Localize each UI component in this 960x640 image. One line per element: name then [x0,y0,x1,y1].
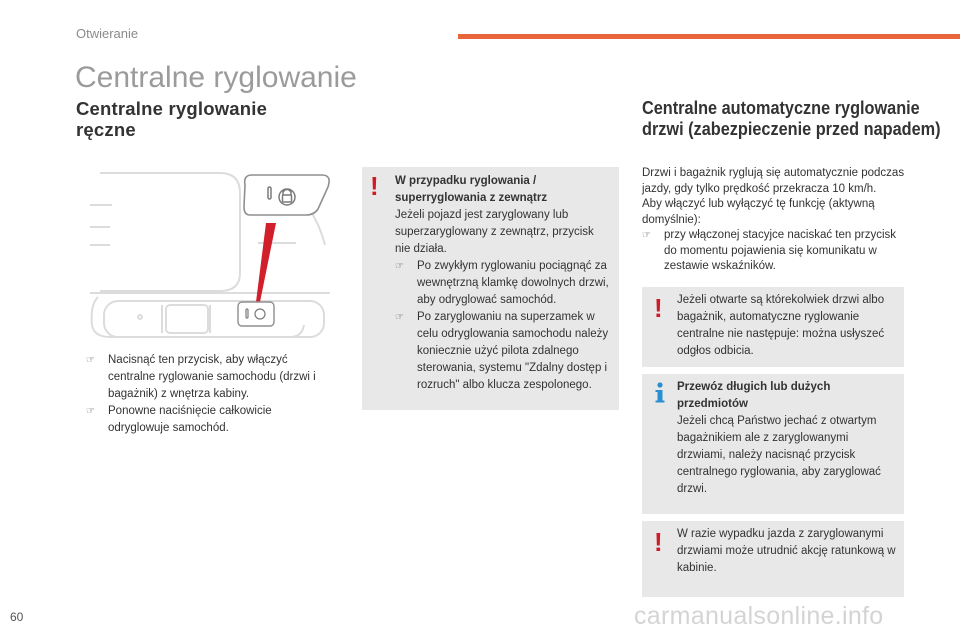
automatic-locking-description [642,166,907,275]
pointing-hand-icon: ☞ [642,230,651,241]
list-item: ☞ Po zaryglowaniu na superzamek w celu odryglowania samochodu należy koniecznie użyć pilota zdalnego sterowania, systemu "Zdalny dostęp i rozruch" albo klucza zespolonego. [395,311,609,391]
automatic-locking-heading: Centralne automatyczne ryglowanie drzwi (zabezpieczenie przed napadem) [642,97,941,139]
warning-box-text: Jeżeli otwarte są którekolwiek drzwi albo bagażnik, automatyczne ryglowanie centralne nie następuje: można usłyszeć odgłos odbicia. [677,294,885,357]
page-number: 60 [10,610,24,624]
header-accent-rule [458,34,960,39]
exclamation-icon: ! [654,527,663,557]
central-locking-button-illustration [90,165,350,340]
info-box-title: Przewóz długich lub dużych przedmiotów [677,381,831,410]
manual-locking-instructions [86,352,326,437]
pointing-hand-icon: ☞ [86,355,95,366]
list-item: ☞ przy włączonej stacyjce naciskać ten przycisk do momentu pojawienia się komunikatu w zestawie wskaźników. [642,229,896,272]
automatic-locking-bullets [642,228,907,275]
paragraph: Aby włączyć lub wyłączyć tę funkcję (aktywną domyślnie): [642,198,875,226]
list-item: ☞ Po zwykłym ryglowaniu pociągnąć za wewnętrzną klamkę dowolnych drzwi, aby odryglować samochód. [395,260,609,306]
manual-locking-heading: Centralne ryglowanie ręczne [76,98,268,140]
page-title: Centralne ryglowanie [75,61,357,94]
watermark: carmanualsonline.info [634,602,884,630]
pointing-hand-icon: ☞ [86,406,95,417]
exclamation-icon: ! [370,171,379,201]
pointing-hand-icon: ☞ [395,261,404,272]
warning-box-text: Jeżeli pojazd jest zaryglowany lub superzaryglowany z zewnątrz, przycisk nie działa. [395,209,594,255]
warning-box-text: W razie wypadku jazda z zaryglowanymi drzwiami może utrudnić akcję ratunkową w kabinie. [677,528,896,574]
list-item: ☞ Nacisnąć ten przycisk, aby włączyć centralne ryglowanie samochodu (drzwi i bagażnik) z wnętrza kabiny. [86,354,316,400]
paragraph: Drzwi i bagażnik ryglują się automatycznie podczas jazdy, gdy tylko prędkość przekracza 10 km/h. [642,167,905,195]
warning-box-title: W przypadku ryglowania / superryglowania z zewnątrz [395,175,548,204]
warning-box-accident [642,521,904,597]
list-item: ☞ Ponowne naciśnięcie całkowicie odryglowuje samochód. [86,405,272,434]
section-label: Otwieranie [76,26,139,41]
info-icon [654,382,666,404]
warning-box-bullets [395,258,611,394]
exclamation-icon: ! [654,293,663,323]
info-box-long-items [642,374,904,514]
pointing-hand-icon: ☞ [395,312,404,323]
warning-box-external-locking [362,167,619,410]
info-box-text: Jeżeli chcą Państwo jechać z otwartym bagażnikiem ale z zaryglowanymi drzwiami, należy nacisnąć przycisk centralnego ryglowania, aby zaryglować drzwi. [677,415,881,495]
warning-box-open-doors [642,287,904,367]
